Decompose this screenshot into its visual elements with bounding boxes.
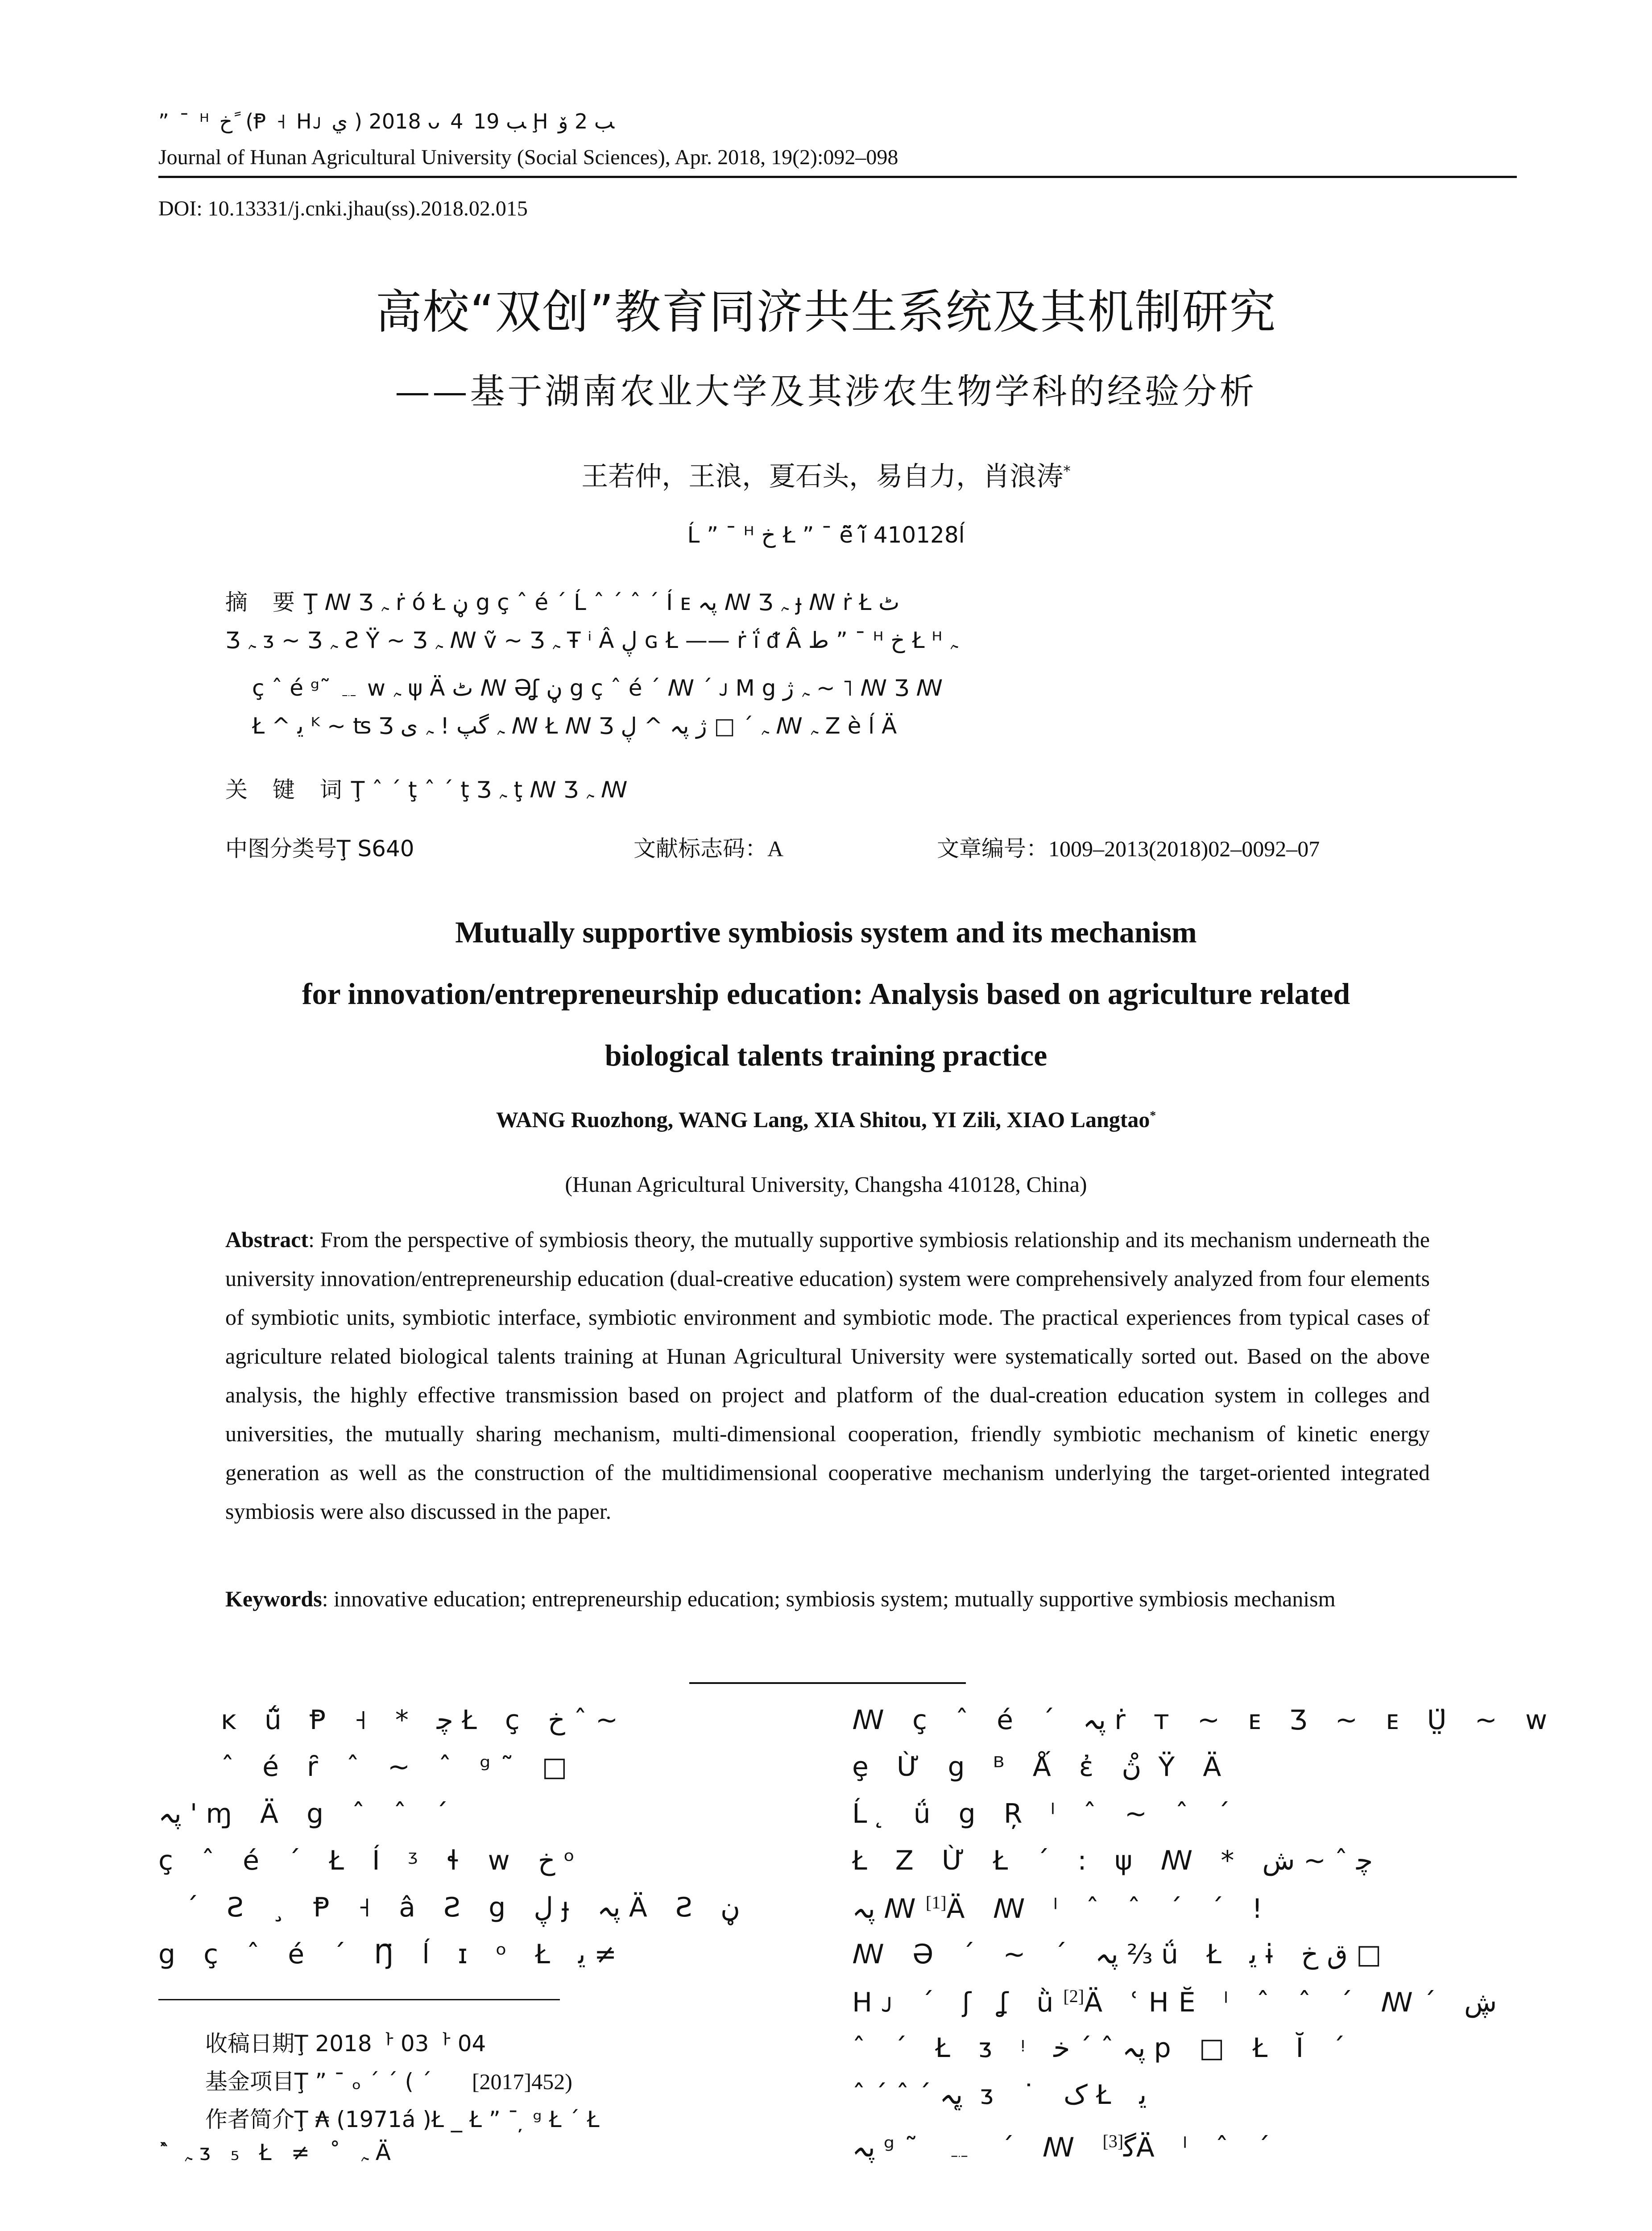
body-right-line-8: ˆ ´ Ł ᴣ ᵎ پہ ˆ ´ ﺧ p □ Ł Ĭ ´ [852,2032,1355,2064]
document-code-value: A [767,836,784,861]
body-right-line-4: Ł Ζ Ừ Ł ´ : ψ ꟿ * ﭼ ˆ ~ ش [852,1845,1373,1876]
paper-title-cn: 高校“双创”教育同济共生系统及其机制研究 [375,285,1277,339]
footnote-author-bio-cont: ` ̂ ﮧ ᴣ ₅ Ł ≠ ˚ ﮧ Ä [158,2140,397,2165]
keywords-en [225,1580,1430,1618]
body-right-line-7: Hᴊ ´ ʃ ʆ ǜ[2]Ä ʿHĔ ˡ ˆ ˆ ´ ꟿ´ ڜ [852,1986,1497,2018]
footnote-received: 收稿日期Ţ 2018ᅡ 03ᅡ 04 [205,2031,486,2057]
paper-subtitle-cn: ——基于湖南农业大学及其涉农生物学科的经验分析 [395,372,1257,412]
article-number-value: 1009–2013(2018)02–0092–07 [1048,836,1320,861]
body-left-line-6: g ç ˆ é ´ Ŋ̈ ĺ ɪ ᵒ Ł ﯾ ≠ [158,1939,617,1970]
body-left-line-1: ᴋ ǘ̃ Ᵽ ˧ * ﭼ Ł ç ﺥ ˆ ~ [221,1704,618,1736]
affiliation-en: (Hunan Agricultural University, Changsha 410128, China) [565,1172,1087,1197]
keywords-en-label: Keywords [225,1586,322,1611]
footnote-fund [205,2064,572,2096]
footnote-fund-label: 基金项目Ţ ” ¯ ₒ ´ ´ ( ´ [205,2069,432,2094]
abstract-en [225,1220,1430,1531]
doi[interactable]: DOI: 10.13331/j.cnki.jhau(ss).2018.02.015 [158,197,528,220]
keywords-en-text: : innovative education; entrepreneurship education; symbiosis system; mutually supportive symbiosis mechanism [322,1586,1336,1611]
running-header-cn: ” ¯ ᴴ ﺥ ً (Ᵽ ˧ Hᴊ ي ) 2018 ᴗ 4 ﺐ 19 Ḩ ﺐ 2 ﯙ [158,109,615,133]
header-rule [158,176,1517,178]
abstract-cn-label: 摘 要 [225,589,304,615]
authors-cn [0,455,1652,493]
corresponding-mark-en: * [1150,1108,1156,1122]
body-right-line-5: پہ ꟿ[1]Ä ꟿ ˡ ˆ ˆ ´ ´ ! [852,1892,1273,1924]
body-left-line-4: ç ˆ é ´ Ł Í ᶾ ɬ w ﺥ ᵒ [158,1845,585,1876]
abstract-cn-line-4: Ł ^ ﯾ ᴷ ~ ʦ Ʒ ﮧ گپ ! ﮧ ﯼ ꟿ Ł ꟿ Ʒ ﮧ ´ □ ژ پہ ^ ڸ ꟿ ﮧ Z è ĺ Ä [252,713,897,739]
clc-number: 中图分类号Ţ S640 [225,836,414,862]
body-left-line-5: ´ Ƨ ¸ Ᵽ ˧ â Ƨ g ڸ ɟ پہ Ä Ƨ ڼ [185,1892,741,1923]
section-divider [689,1682,966,1684]
paper-title-en-line-3: biological talents training practice [604,1038,1048,1072]
body-right-line-6: ꟿ Ə ´ ~ ´ پہ ⅔ ǘ Ł ﯾ ɨ ق ﺥ □ [852,1939,1382,1970]
abstract-cn-line-1 [225,585,899,617]
authors-en [0,1107,1652,1132]
citation-ref-3[interactable]: [3] [1102,2131,1124,2151]
body-left-line-2: ˆ é ȓ ˆ ~ ˆ ᵍ˜ □ [221,1751,577,1783]
body-right-line-1: ꟿ ç ˆ é ´ پہ ṙ ᴛ ~ ᴇ Ʒ ~ ᴇ Ṳ̈ ~ w [852,1704,1557,1736]
footnote-author-bio: 作者简介Ţ ₳ (1971á )Ł _ Ł ” ¯ ̦ ᵍ Ł ´ Ł [205,2107,600,2132]
abstract-cn-line-3: ç ˆ é ᵍ˜ ﹎ w ﮧ ψ Ä ٹ ꟿ Əʆ ڼ g ç ˆ é ´ ꟿ ´ ᴊ M g ﮧ ژ ~ ˥ ꟿ Ʒ ꟿ [252,675,943,701]
citation-ref-2[interactable]: [2] [1063,1986,1085,2006]
abstract-cn [225,585,1430,817]
keywords-cn [225,772,628,804]
paper-title-en-line-2: for innovation/entrepreneurship education: Analysis based on agriculture related [302,977,1350,1011]
abstract-cn-line-2: Ʒ ﮧ ᴣ ~ Ʒ ﮧ Ƨ Ÿ ~ Ʒ ﮧ ꟿ ṽ ~ Ʒ ﮧ Ŧ ⁱ Â ڸ ɢ Ł —— ṙ ḯ ᵭ Â ط ” ¯ ᴴ ﺥ Ł ᴴ ﮧ [225,627,958,653]
body-right-line-9: ˆ ´ ˆ ´ پہ ̜ ᴣ ˙ ﮎ Ł ﯾ [852,2079,1147,2111]
abstract-en-label: Abstract [225,1227,309,1252]
article-number-label: 文章编号： [937,836,1048,862]
keywords-cn-text: Ţ ˆ ´ ţ ˆ ´ ţ Ʒ ﮧ ţ ꟿ Ʒ ﮧ ꟿ [351,777,628,803]
corresponding-mark: * [1063,462,1071,480]
body-column-left [158,1704,828,1990]
body-left-line-3: پہ ' ɱ Ä g ˆ ˆ ´ [158,1798,458,1829]
citation-tail-1: Ä ꟿ ˡ ˆ ˆ ´ ´ ! [946,1893,1273,1924]
authors-en-names: WANG Ruozhong, WANG Lang, XIA Shitou, YI Zili, XIAO Langtao [496,1107,1150,1132]
journal-citation: Journal of Hunan Agricultural University (Social Sciences), Apr. 2018, 19(2):092–098 [158,145,898,169]
footnote-fund-number: [2017]452) [472,2069,572,2094]
citation-tail-2: Ä ʿHĔ ˡ ˆ ˆ ´ ꟿ´ ڜ [1084,1987,1497,2018]
paper-title-en-line-1: Mutually supportive symbiosis system and its mechanism [455,915,1197,949]
keywords-cn-label: 关 键 词 [225,777,351,803]
footnote-rule [158,1999,560,2000]
authors-cn-names: 王若仲，王浪，夏石头，易自力，肖浪涛 [581,461,1064,492]
article-number [937,831,1320,863]
citation-ref-1[interactable]: [1] [925,1892,947,1912]
body-column-right [852,1704,1557,2231]
body-right-line-2: ȩ Ừ g ᴮ Ǻ ἐ ڽ ̊ Ÿ Ä [852,1751,1231,1783]
body-right-line-10: پہ ᵍ˜ ﹎ ´ ꟿ ﮔ[3] Ä ˡ ˆ ´ [852,2131,1280,2163]
abstract-en-text: : From the perspective of symbiosis theory, the mutually supportive symbiosis relationship and its mechanism underneath the university innovation/entrepreneurship education (dual-creative education) system were comprehensively analyzed from four elements of symbiotic units, symbiotic interface, symbiotic environment and symbiotic mode. The practical experiences from typical cases of agriculture related biological talents training at Hunan Agricultural University were systematically sorted out. Based on the above analysis, the highly effective transmission based on project and platform of the dual-creation education system in colleges and universities, the mutually sharing mechanism, multi-dimensional cooperation, friendly symbiotic mechanism of kinetic energy generation as well as the construction of the multidimensional cooperative mechanism underlying the target-oriented integrated symbiosis were also discussed in the paper. [225,1227,1430,1524]
abstract-cn-text: Ţ ꟿ Ʒ ﮧ ṙ ó Ł ڼ g ç ˆ é ´ Ĺ ˆ ´ ˆ ´ Í ᴇ پہ ꟿ Ʒ ﮧ ɟ ꟿ ṙ Ł ٹ [303,589,900,615]
affiliation-cn: Ĺ ” ¯ ᴴ ﺥ Ł ” ¯ ẽ̃ ĭ̂ 410128ĺ [687,522,965,548]
document-code-label: 文献标志码： [633,836,767,862]
document-code [633,831,783,863]
citation-tail-3: Ä ˡ ˆ ´ [1136,2132,1280,2163]
body-right-line-3: Ĺ ̨ ǘ g Ŗ ˡ ˆ ~ ˆ ´ [852,1798,1240,1829]
